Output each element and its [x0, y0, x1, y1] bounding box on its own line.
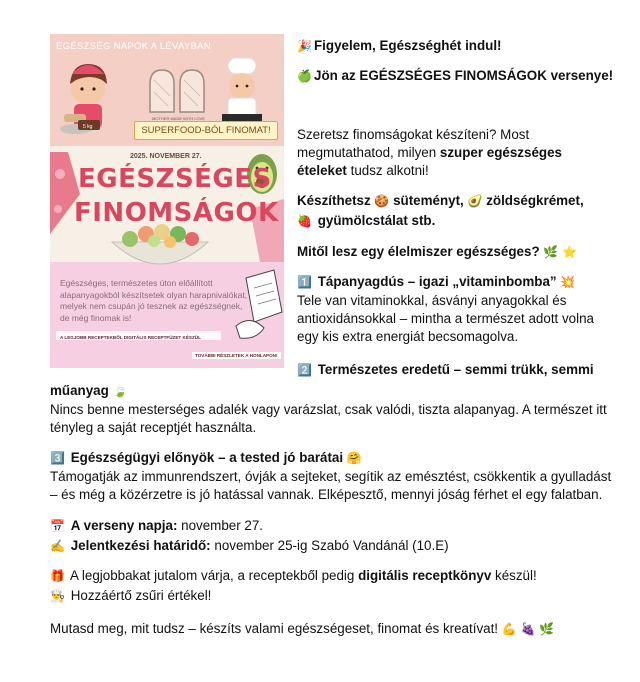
chef-icon: 👨‍🍳: [50, 589, 65, 603]
keycap-two-icon: 2️⃣: [297, 363, 312, 377]
herb-icon: 🌿: [543, 245, 559, 259]
closing-line: [50, 620, 554, 638]
closing-text: Mutasd meg, mit tudsz – készíts valami egészségeset, finomat és kreatívat!: [50, 621, 499, 636]
announce-line-1-text: Figyelem, Egészséghét indul!: [314, 38, 502, 53]
point1-line-2: antioxidánsokkal – mintha a természet adott volna: [297, 311, 594, 326]
poster-date: 2025. NOVEMBER 27.: [130, 153, 202, 160]
poster-header: EGÉSZSÉG NAPOK A LÉVAYBAN: [56, 41, 211, 52]
point3-title: [50, 449, 362, 467]
poster-superfood-badge: SUPERFOOD-BÓL FINOMAT!: [134, 121, 278, 140]
announce-line-2: [297, 67, 613, 85]
make-cookie-text: süteményt,: [389, 193, 464, 208]
announce-line-1: [297, 37, 502, 55]
star-icon: ⭐: [562, 245, 578, 259]
reward-line: [50, 567, 537, 585]
deadline-value: november 25-ig Szabó Vandánál (10.E): [210, 538, 449, 553]
cake-illustration: [78, 120, 100, 130]
mitt-left-text: MOTHER MADE: [152, 116, 182, 121]
point3-line-1: Támogatják az immunrendszert, óvják a sejteket, segítik az emésztést, csökkentik a gyulladást: [50, 469, 612, 484]
event-poster: [50, 34, 284, 368]
announce-line-2-text: Jön az EGÉSZSÉGES FINOMSÁGOK versenye!: [314, 68, 614, 83]
jury-text: Hozzáértő zsűri értékel!: [70, 588, 212, 603]
poster-footnote: A LEGJOBB RECEPTEKBŐL DIGITÁLIS RECEPTFÜZET KÉSZÜL: [60, 335, 201, 340]
intro-line-3-text: tudsz alkotni!: [346, 163, 429, 178]
chef-illustration: [222, 58, 262, 122]
intro-line-3: [297, 162, 429, 180]
leaf-icon: 🍃: [112, 384, 128, 398]
collision-icon: 💥: [560, 275, 576, 289]
poster-description: Egészséges, természetes úton előállított alapanyagokból készítsetek olyan harapnivalókat, melyek nem csupán jó tesznek az egészségnek, de még finomak is!: [60, 278, 248, 323]
make-veg-text: zöldségkrémet,: [482, 193, 584, 208]
point2-title-ending: műanyag: [50, 383, 109, 398]
poster-title-line2: FINOMSÁGOK: [74, 198, 279, 228]
green-apple-icon: 🍏: [297, 69, 312, 83]
poster-title-line1: EGÉSZSÉGES: [78, 164, 272, 194]
date-line: [50, 517, 263, 535]
mitt-right-text: WITH LOVE: [183, 116, 206, 121]
cake-label: 5 kg: [83, 124, 93, 130]
oven-mitts-illustration: [150, 70, 204, 112]
make-line-2: [297, 212, 435, 230]
reward-text-end: készül!: [491, 568, 537, 583]
question-line: [297, 243, 577, 261]
poster-more-info: TOVÁBBI RÉSZLETEK A HONLAPON!: [192, 352, 281, 359]
intro-line-2: [297, 144, 562, 162]
salad-bowl-illustration: [112, 224, 208, 264]
intro-bold-text: szuper egészséges: [439, 145, 562, 160]
keycap-one-icon: 1️⃣: [297, 275, 312, 289]
point2-line-2: tényleg a saját receptjét használta.: [50, 420, 257, 435]
deadline-line: [50, 537, 449, 555]
reward-bold-text: digitális receptkönyv: [358, 568, 492, 583]
intro-line-2-text: megmutathatod, milyen: [297, 145, 440, 160]
point2-title: [297, 361, 594, 379]
point3-title-text: Egészségügyi előnyök – a tested jó barátai: [70, 450, 344, 465]
intro-line-1: Szeretsz finomságokat készíteni? Most: [297, 127, 530, 142]
party-popper-icon: 🎉: [297, 39, 312, 53]
flexed-biceps-icon: 💪: [501, 622, 517, 636]
reward-text: A legjobbakat jutalom várja, a receptekből pedig: [69, 568, 359, 583]
cookie-icon: 🍪: [374, 194, 390, 208]
question-text: Mitől lesz egy élelmiszer egészséges?: [297, 244, 540, 259]
keycap-three-icon: 3️⃣: [50, 451, 65, 465]
point1-title: [297, 273, 575, 291]
make-label: Készíthetsz: [297, 193, 371, 208]
point1-title-text: Tápanyagdús – igazi „vitaminbomba”: [317, 274, 557, 289]
make-fruit-text: gyümölcstálat stb.: [317, 213, 436, 228]
herb-icon: 🌿: [539, 622, 555, 636]
strawberry-icon: 🍓: [297, 214, 312, 228]
date-label: A verseny napja:: [70, 518, 178, 533]
point2-line-1: Nincs benne mesterséges adalék vagy varázslat, csak valódi, tiszta alapanyag. A természet itt: [50, 402, 607, 417]
make-line-1: [297, 192, 584, 210]
deadline-label: Jelentkezési határidő:: [70, 538, 211, 553]
point2-title-text: Természetes eredetű – semmi trükk, semmi: [317, 362, 594, 377]
intro-bold-ending: ételeket: [297, 163, 347, 178]
writing-hand-icon: ✍️: [50, 539, 65, 553]
jury-line: [50, 587, 211, 605]
avocado-icon: 🥑: [467, 194, 483, 208]
point3-line-2: – és még a közérzetre is jó hatással vannak. Elképesztő, mennyi jóság férhet el egy falatban.: [50, 487, 603, 502]
grapes-icon: 🍇: [520, 622, 536, 636]
gift-icon: 🎁: [50, 569, 65, 583]
calendar-icon: 📅: [50, 519, 65, 533]
point2-title-cont: [50, 382, 127, 400]
hugging-face-icon: 🤗: [346, 451, 362, 465]
date-value: november 27.: [177, 518, 264, 533]
point1-line-1: Tele van vitaminokkal, ásványi anyagokkal és: [297, 293, 567, 308]
point1-line-3: egy kis extra energiát becsomagolva.: [297, 329, 519, 344]
